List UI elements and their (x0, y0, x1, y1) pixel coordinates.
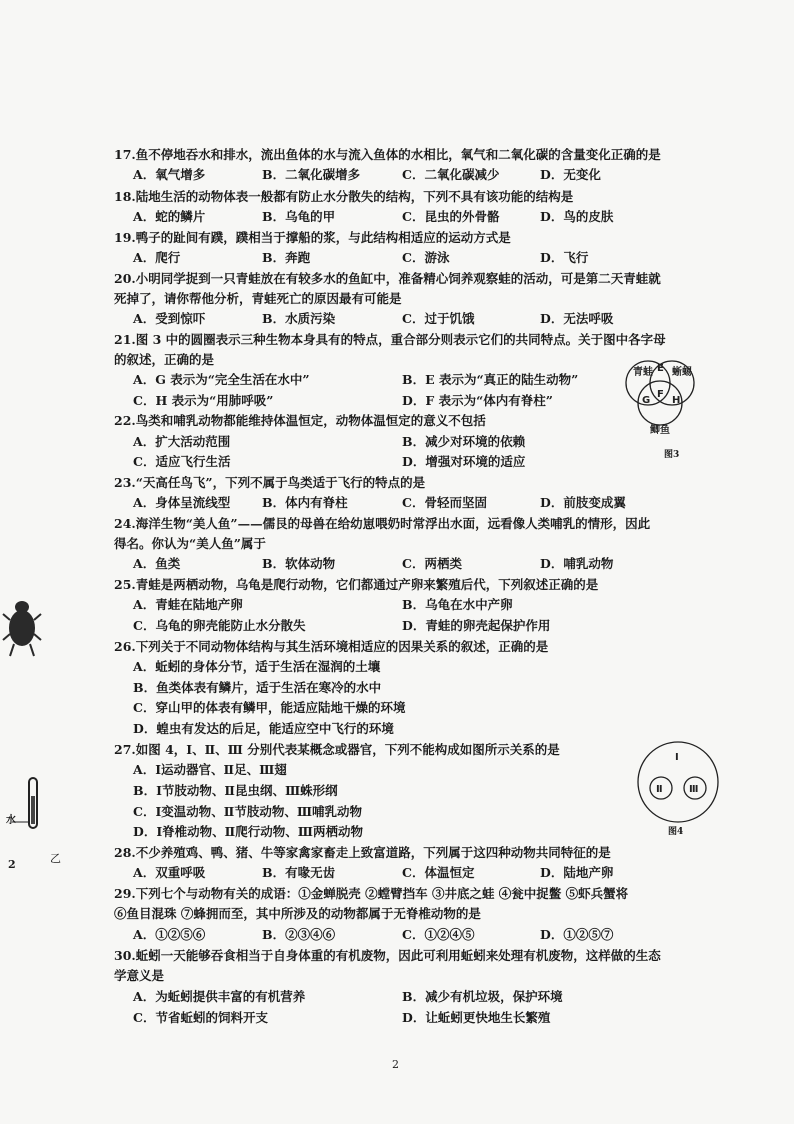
q23-option-d: D．前肢变成翼 (540, 495, 626, 510)
q25-option-c: C．乌龟的卵壳能防止水分散失 (133, 618, 306, 633)
question-30-stem-cont: 学意义是 (114, 968, 165, 983)
question-19-stem: 19.鸭子的趾间有蹼，蹼相当于撑船的浆，与此结构相适应的运动方式是 (114, 230, 511, 245)
q27-option-c: C．Ⅰ变温动物、Ⅱ节肢动物、Ⅲ哺乳动物 (133, 804, 363, 819)
question-29-stem: 29.下列七个与动物有关的成语：①金蝉脱壳 ②螳臂挡车 ③井底之蛙 ④瓮中捉鳖 ⑤虾兵蟹将 (114, 886, 629, 901)
figure-3-venn-diagram (620, 355, 700, 445)
q28-option-c: C．体温恒定 (402, 865, 475, 880)
venn-label-lizard: 蜥蜴 (672, 367, 692, 378)
q30-option-b: B．减少有机垃圾，保护环境 (402, 989, 563, 1004)
question-30-stem: 30.蚯蚓一天能够吞食相当于自身体重的有机废物，因此可利用蚯蚓来处理有机废物，这样做的生态 (114, 948, 661, 963)
q21-option-c: C．H 表示为“用肺呼吸” (133, 393, 274, 408)
q24-option-a: A．鱼类 (133, 556, 181, 571)
q23-option-a: A．身体呈流线型 (133, 495, 231, 510)
margin-number-mark: 2 (8, 858, 16, 871)
q29-option-d: D．①②⑤⑦ (540, 927, 614, 942)
fig4-label-left: Ⅱ (656, 784, 663, 795)
q30-option-c: C．节省蚯蚓的饲料开支 (133, 1010, 268, 1025)
q21-option-d: D．F 表示为“体内有脊柱” (402, 393, 553, 408)
venn-label-h: H (672, 395, 681, 406)
fig4-label-right: Ⅲ (689, 784, 699, 795)
q26-option-a: A．蚯蚓的身体分节，适于生活在湿润的土壤 (133, 659, 381, 674)
q29-option-b: B．②③④⑥ (262, 927, 336, 942)
q27-option-a: A．Ⅰ运动器官、Ⅱ足、Ⅲ翅 (133, 762, 287, 777)
fig4-label-outer: Ⅰ (675, 752, 679, 763)
q28-option-b: B．有喙无齿 (262, 865, 336, 880)
q26-option-d: D．蝗虫有发达的后足，能适应空中飞行的环境 (133, 721, 394, 736)
q29-option-c: C．①②④⑤ (402, 927, 475, 942)
figure-4-caption: 图4 (668, 827, 684, 837)
q22-option-c: C．适应飞行生活 (133, 454, 231, 469)
q27-option-d: D．Ⅰ脊椎动物、Ⅱ爬行动物、Ⅲ两栖动物 (133, 824, 363, 839)
q30-option-d: D．让蚯蚓更快地生长繁殖 (402, 1010, 551, 1025)
q17-option-d: D．无变化 (540, 167, 601, 182)
q24-option-b: B．软体动物 (262, 556, 336, 571)
q28-option-d: D．陆地产卵 (540, 865, 614, 880)
figure-3-caption: 图3 (664, 450, 680, 460)
q19-option-a: A．爬行 (133, 250, 181, 265)
question-25-stem: 25.青蛙是两栖动物，乌龟是爬行动物，它们都通过产卵来繁殖后代，下列叙述正确的是 (114, 577, 599, 592)
q22-option-b: B．减少对环境的依赖 (402, 434, 526, 449)
question-24-stem-cont: 得名。你认为“美人鱼”属于 (114, 536, 266, 551)
question-20-stem-cont: 死掉了，请你帮他分析，青蛙死亡的原因最有可能是 (114, 291, 402, 306)
q23-option-c: C．骨轻而坚固 (402, 495, 487, 510)
q25-option-d: D．青蛙的卵壳起保护作用 (402, 618, 551, 633)
margin-letter-mark: 乙 (50, 852, 61, 865)
q26-option-b: B．鱼类体表有鳞片，适于生活在寒冷的水中 (133, 680, 382, 695)
q23-option-b: B．体内有脊柱 (262, 495, 348, 510)
venn-label-fish: 鲫鱼 (650, 425, 670, 436)
q17-option-a: A．氧气增多 (133, 167, 206, 182)
question-20-stem: 20.小明同学捉到一只青蛙放在有较多水的鱼缸中，准备精心饲养观察蛙的活动，可是第二天青蛙就 (114, 271, 661, 286)
q28-option-a: A．双重呼吸 (133, 865, 206, 880)
q17-option-b: B．二氧化碳增多 (262, 167, 361, 182)
venn-label-f: F (657, 389, 664, 400)
q22-option-a: A．扩大活动范围 (133, 434, 231, 449)
question-21-stem: 21.图 3 中的圆圈表示三种生物本身具有的特点，重合部分则表示它们的共同特点。关于图中各字母 (114, 332, 666, 347)
q26-option-c: C．穿山甲的体表有鳞甲，能适应陆地干燥的环境 (133, 700, 406, 715)
question-29-stem-cont: ⑥鱼目混珠 ⑦蜂拥而至，其中所涉及的动物都属于无脊椎动物的是 (114, 906, 481, 921)
q18-option-b: B．乌龟的甲 (262, 209, 336, 224)
q27-option-b: B．Ⅰ节肢动物、Ⅱ昆虫纲、Ⅲ蛛形纲 (133, 783, 338, 798)
question-17-stem: 17.鱼不停地吞水和排水，流出鱼体的水与流入鱼体的水相比，氧气和二氧化碳的含量变化正确的是 (114, 147, 661, 162)
q19-option-c: C．游泳 (402, 250, 450, 265)
question-27-stem: 27.如图 4，Ⅰ、Ⅱ、Ⅲ 分别代表某概念或器官，下列不能构成如图所示关系的是 (114, 742, 560, 757)
q25-option-a: A．青蛙在陆地产卵 (133, 597, 243, 612)
q30-option-a: A．为蚯蚓提供丰富的有机营养 (133, 989, 306, 1004)
question-18-stem: 18.陆地生活的动物体表一般都有防止水分散失的结构，下列不具有该功能的结构是 (114, 189, 574, 204)
q21-option-a: A．G 表示为“完全生活在水中” (133, 372, 310, 387)
q21-option-b: B．E 表示为“真正的陆生动物” (402, 372, 579, 387)
question-21-stem-cont: 的叙述，正确的是 (114, 352, 215, 367)
question-22-stem: 22.鸟类和哺乳动物都能维持体温恒定，动物体温恒定的意义不包括 (114, 413, 486, 428)
q20-option-c: C．过于饥饿 (402, 311, 475, 326)
question-26-stem: 26.下列关于不同动物体结构与其生活环境相适应的因果关系的叙述，正确的是 (114, 639, 549, 654)
q18-option-c: C．昆虫的外骨骼 (402, 209, 500, 224)
question-24-stem: 24.海洋生物“美人鱼”——儒艮的母兽在给幼崽喂奶时常浮出水面，远看像人类哺乳的情形，因此 (114, 516, 651, 531)
q24-option-c: C．两栖类 (402, 556, 462, 571)
q20-option-d: D．无法呼吸 (540, 311, 614, 326)
question-23-stem: 23.“天高任鸟飞”，下列不属于鸟类适于飞行的特点的是 (114, 475, 426, 490)
q24-option-d: D．哺乳动物 (540, 556, 614, 571)
venn-label-frog: 青蛙 (633, 367, 653, 378)
q29-option-a: A．①②⑤⑥ (133, 927, 206, 942)
beetle-illustration-icon (2, 592, 42, 662)
q18-option-d: D．鸟的皮肤 (540, 209, 614, 224)
figure-4-diagram (628, 736, 728, 826)
venn-label-g: G (642, 395, 651, 406)
q17-option-c: C．二氧化碳减少 (402, 167, 500, 182)
q25-option-b: B．乌龟在水中产卵 (402, 597, 513, 612)
q20-option-a: A．受到惊吓 (133, 311, 206, 326)
q19-option-b: B．奔跑 (262, 250, 311, 265)
page-number: 2 (392, 1058, 399, 1071)
venn-label-e: E (657, 363, 664, 374)
q19-option-d: D．飞行 (540, 250, 589, 265)
q18-option-a: A．蛇的鳞片 (133, 209, 206, 224)
q20-option-b: B．水质污染 (262, 311, 336, 326)
question-28-stem: 28.不少养殖鸡、鸭、猪、牛等家禽家畜走上致富道路，下列属于这四种动物共同特征的是 (114, 845, 611, 860)
margin-water-mark: 水 (6, 815, 16, 826)
q22-option-d: D．增强对环境的适应 (402, 454, 526, 469)
